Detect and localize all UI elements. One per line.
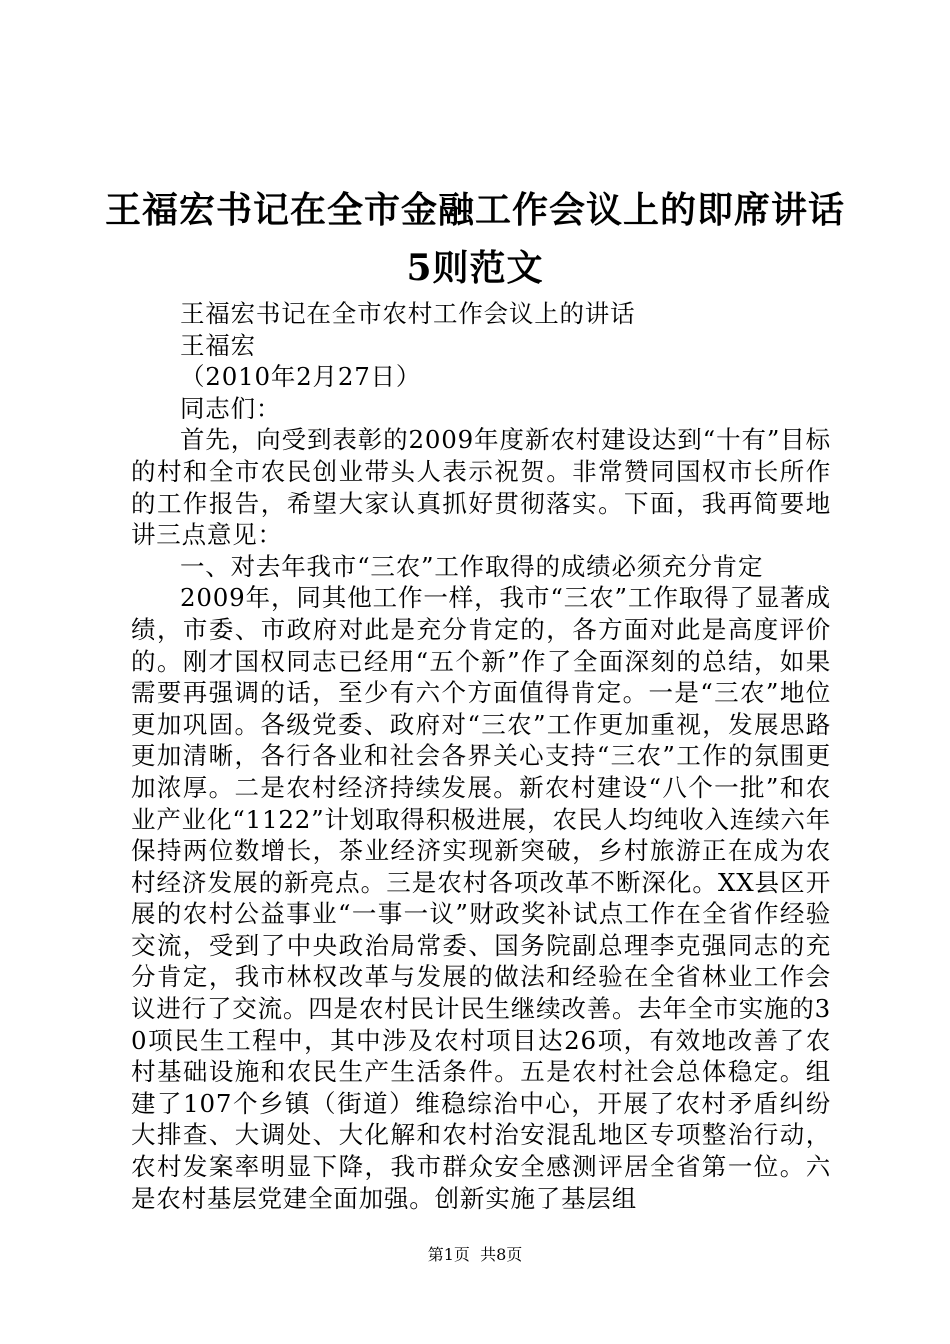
speech-subtitle: 王福宏书记在全市农村工作会议上的讲话 bbox=[180, 299, 636, 328]
document-title-continued: 5则范文 bbox=[406, 247, 544, 289]
speech-author: 王福宏 bbox=[180, 330, 256, 360]
body-paragraph: 2009年，同其他工作一样，我市“三农”工作取得了显著成绩，市委、市政府对此是充分肯定的，各方面对此是高度评价的。刚才国权同志已经用“五个新”作了全面深刻的总结，如果需要再强调的话，至少有六个方面值得肯定。一是“三农”地位更加巩固。各级党委、政府对“三农”工作更加重视，发展思路更加清晰，各行各业和社会各界关心支持“三农”工作的氛围更加浓厚。二是农村经济持续发展。新农村建设“八个一批”和农业产业化“1122”计划取得积极进展，农民人均纯收入连续六年保持两位数增长，茶业经济实现新突破，乡村旅游正在成为农村经济发展的新亮点。三是农村各项改革不断深化。XX县区开展的农村公益事业“一事一议”财政奖补试点工作在全省作经验交流，受到了中央政治局常委、国务院副总理李克强同志的充分肯定，我市林权改革与发展的做法和经验在全省林业工作会议进行了交流。四是农村民计民生继续改善。去年全市实施的30项民生工程中，其中涉及农村项目达26项，有效地改善了农村基础设施和农民生产生活条件。五是农村社会总体稳定。组建了107个乡镇（街道）维稳综治中心，开展了农村矛盾纠纷大排查、大调处、大化解和农村治安混乱地区专项整治行动，农村发案率明显下降，我市群众安全感测评居全省第一位。六是农村基层党建全面加强。创新实施了基层组 bbox=[131, 583, 831, 1213]
body-paragraph: 首先，向受到表彰的2009年度新农村建设达到“十有”目标的村和全市农民创业带头人表示祝贺。非常赞同国权市长所作的工作报告，希望大家认真抓好贯彻落实。下面，我再简要地讲三点意见： bbox=[131, 425, 831, 550]
section-heading: 一、对去年我市“三农”工作取得的成绩必须充分肯定 bbox=[180, 551, 764, 581]
speech-date: （2010年2月27日） bbox=[180, 362, 422, 392]
page-number-footer: 第1页 共8页 bbox=[427, 1245, 523, 1264]
document-body bbox=[131, 298, 831, 1214]
document-title: 王福宏书记在全市金融工作会议上的即席讲话 bbox=[104, 189, 845, 231]
speech-salutation: 同志们： bbox=[180, 393, 282, 423]
